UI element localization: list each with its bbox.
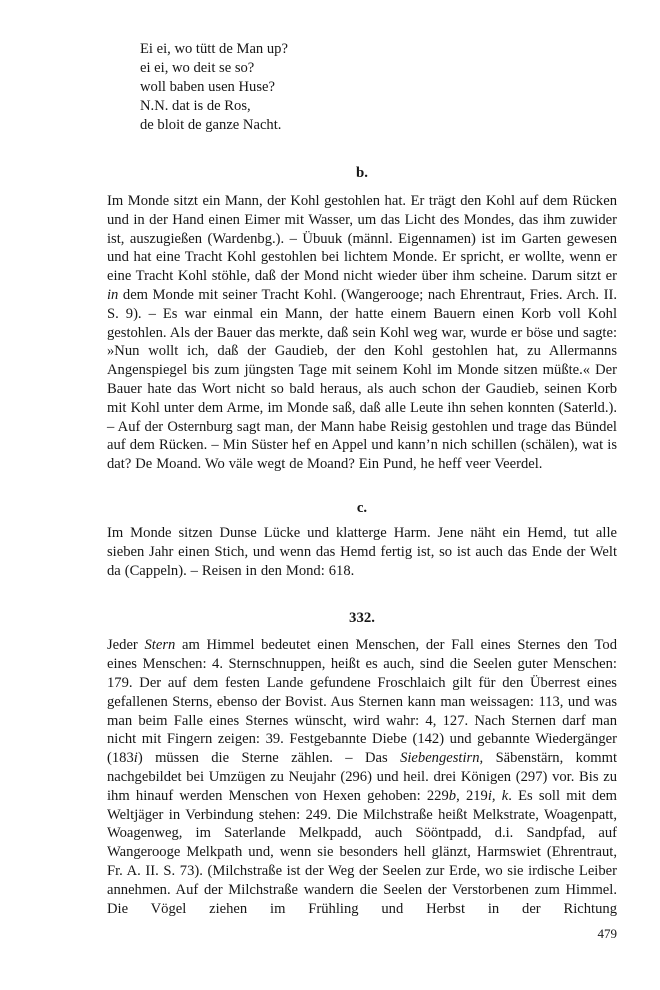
section-c (107, 499, 617, 580)
section-heading-c: c. (356, 499, 368, 516)
verse-line: Ei ei, wo tütt de Man up? (140, 41, 288, 57)
section-paragraph-b: Im Monde sitzt ein Mann, der Kohl gestohlen hat. Er trägt den Kohl auf dem Rücken und in der Hand einen Eimer mit Wasser, um das Licht des Mondes, das ihm zuwider ist, auszugießen (Wardenbg.). – Übuuk (männl. Eigennamen) ist im Garten gewesen und hat eine Tracht Kohl gestohlen bei lichtem Monde. Er spricht, er wollte, wenn er eine Tracht Kohl stöhle, daß der Mond nicht wieder über ihm scheine. Darum sitzt er in dem Monde mit seiner Tracht Kohl. (Wangerooge; nach Ehrentraut, Fries. Arch. II. S. 9). – Es war einmal ein Mann, der hatte einem Bauern einen Korb voll Kohl gestohlen. Als der Bauer das merkte, daß sein Kohl weg war, wurde er böse und sagte: »Nun wollt ich, daß der Gaudieb, der den Kohl gestohlen hat, zu Allermanns Angenspiegel bis zum jüngsten Tage mit seinem Kohl im Monde sitzen müßte.« Der Bauer hate das Wort nicht so bald heraus, als auch schon der Gaudieb, seinen Korb mit Kohl unter dem Arme, im Monde saß, daß alle Leute ihn sehen konnten (Saterld.). – Auf der Osternburg sagt man, der Mann habe Reisig gestohlen und trage das Bündel auf dem Rücken. – Min Süster hef en Appel und kann’n nich schillen (schälen), wat is dat? De Moand. Wo väle wegt de Moand? Ein Pund, he heff veer Veerdel. (107, 193, 617, 473)
page-number: 479 (597, 926, 617, 941)
section-paragraph-332: Jeder Stern am Himmel bedeutet einen Menschen, der Fall eines Sternes den Tod eines Menschen: 4. Sternschnuppen, heißt es auch, sind die Seelen guter Menschen: 179. Der auf dem festen Lande gefundene Froschlaich gilt für den Überrest eines gefallenen Sterns, ebenso der Bovist. Aus Sternen kann man weissagen: 113, und was man beim Falle eines Sternes wünscht, wird wahr: 4, 127. Nach Sternen darf man nicht mit Fingern zeigen: 39. Festgebannte Diebe (142) und gebannte Wiedergänger (183i) müssen die Sterne zählen. – Das Siebengestirn, Säbenstärn, kommt nachgebildet bei Umzügen zu Neujahr (296) und heil. drei Königen (297) vor. Bis zu ihm hinauf werden Menschen von Hexen gehoben: 229b, 219i, k. Es soll mit dem Weltjäger in Verbindung stehen: 249. Die Milchstraße heißt Melkstrate, Woagenpatt, Woagenweg, im Saterlande Melkpadd, auch Sööntpadd, d.i. Sandpfad, auf Wangerooge Melkpath und, wenn sie besonders hell glänzt, Harmswiet (Ehrentraut, Fr. A. II. S. 73). (Milchstraße ist der Weg der Seelen zur Erde, wo sie irdische Leiber annehmen. Auf der Milchstraße wandern die Seelen der Verstorbenen zum Himmel. Die Vögel ziehen im Frühling und Herbst in der Richtung (107, 637, 618, 917)
section-heading-332: 332. (349, 610, 375, 627)
verse-line: de bloit de ganze Nacht. (140, 117, 282, 133)
section-332 (107, 609, 617, 918)
section-heading-b: b. (356, 165, 368, 181)
section-paragraph-c: Im Monde sitzen Dunse Lücke und klatterge Harm. Jene näht ein Hemd, tut alle sieben Jahr einen Stich, und wenn das Hemd fertig ist, so ist auch das Ende der Welt da (Cappeln). – Reisen in den Mond: 618. (107, 524, 617, 579)
verse-line: woll baben usen Huse? (140, 79, 275, 95)
verse-line: ei ei, wo deit se so? (140, 60, 255, 76)
section-b (107, 164, 617, 474)
verse-line: N.N. dat is de Ros, (140, 98, 251, 114)
verse-block (140, 40, 617, 135)
